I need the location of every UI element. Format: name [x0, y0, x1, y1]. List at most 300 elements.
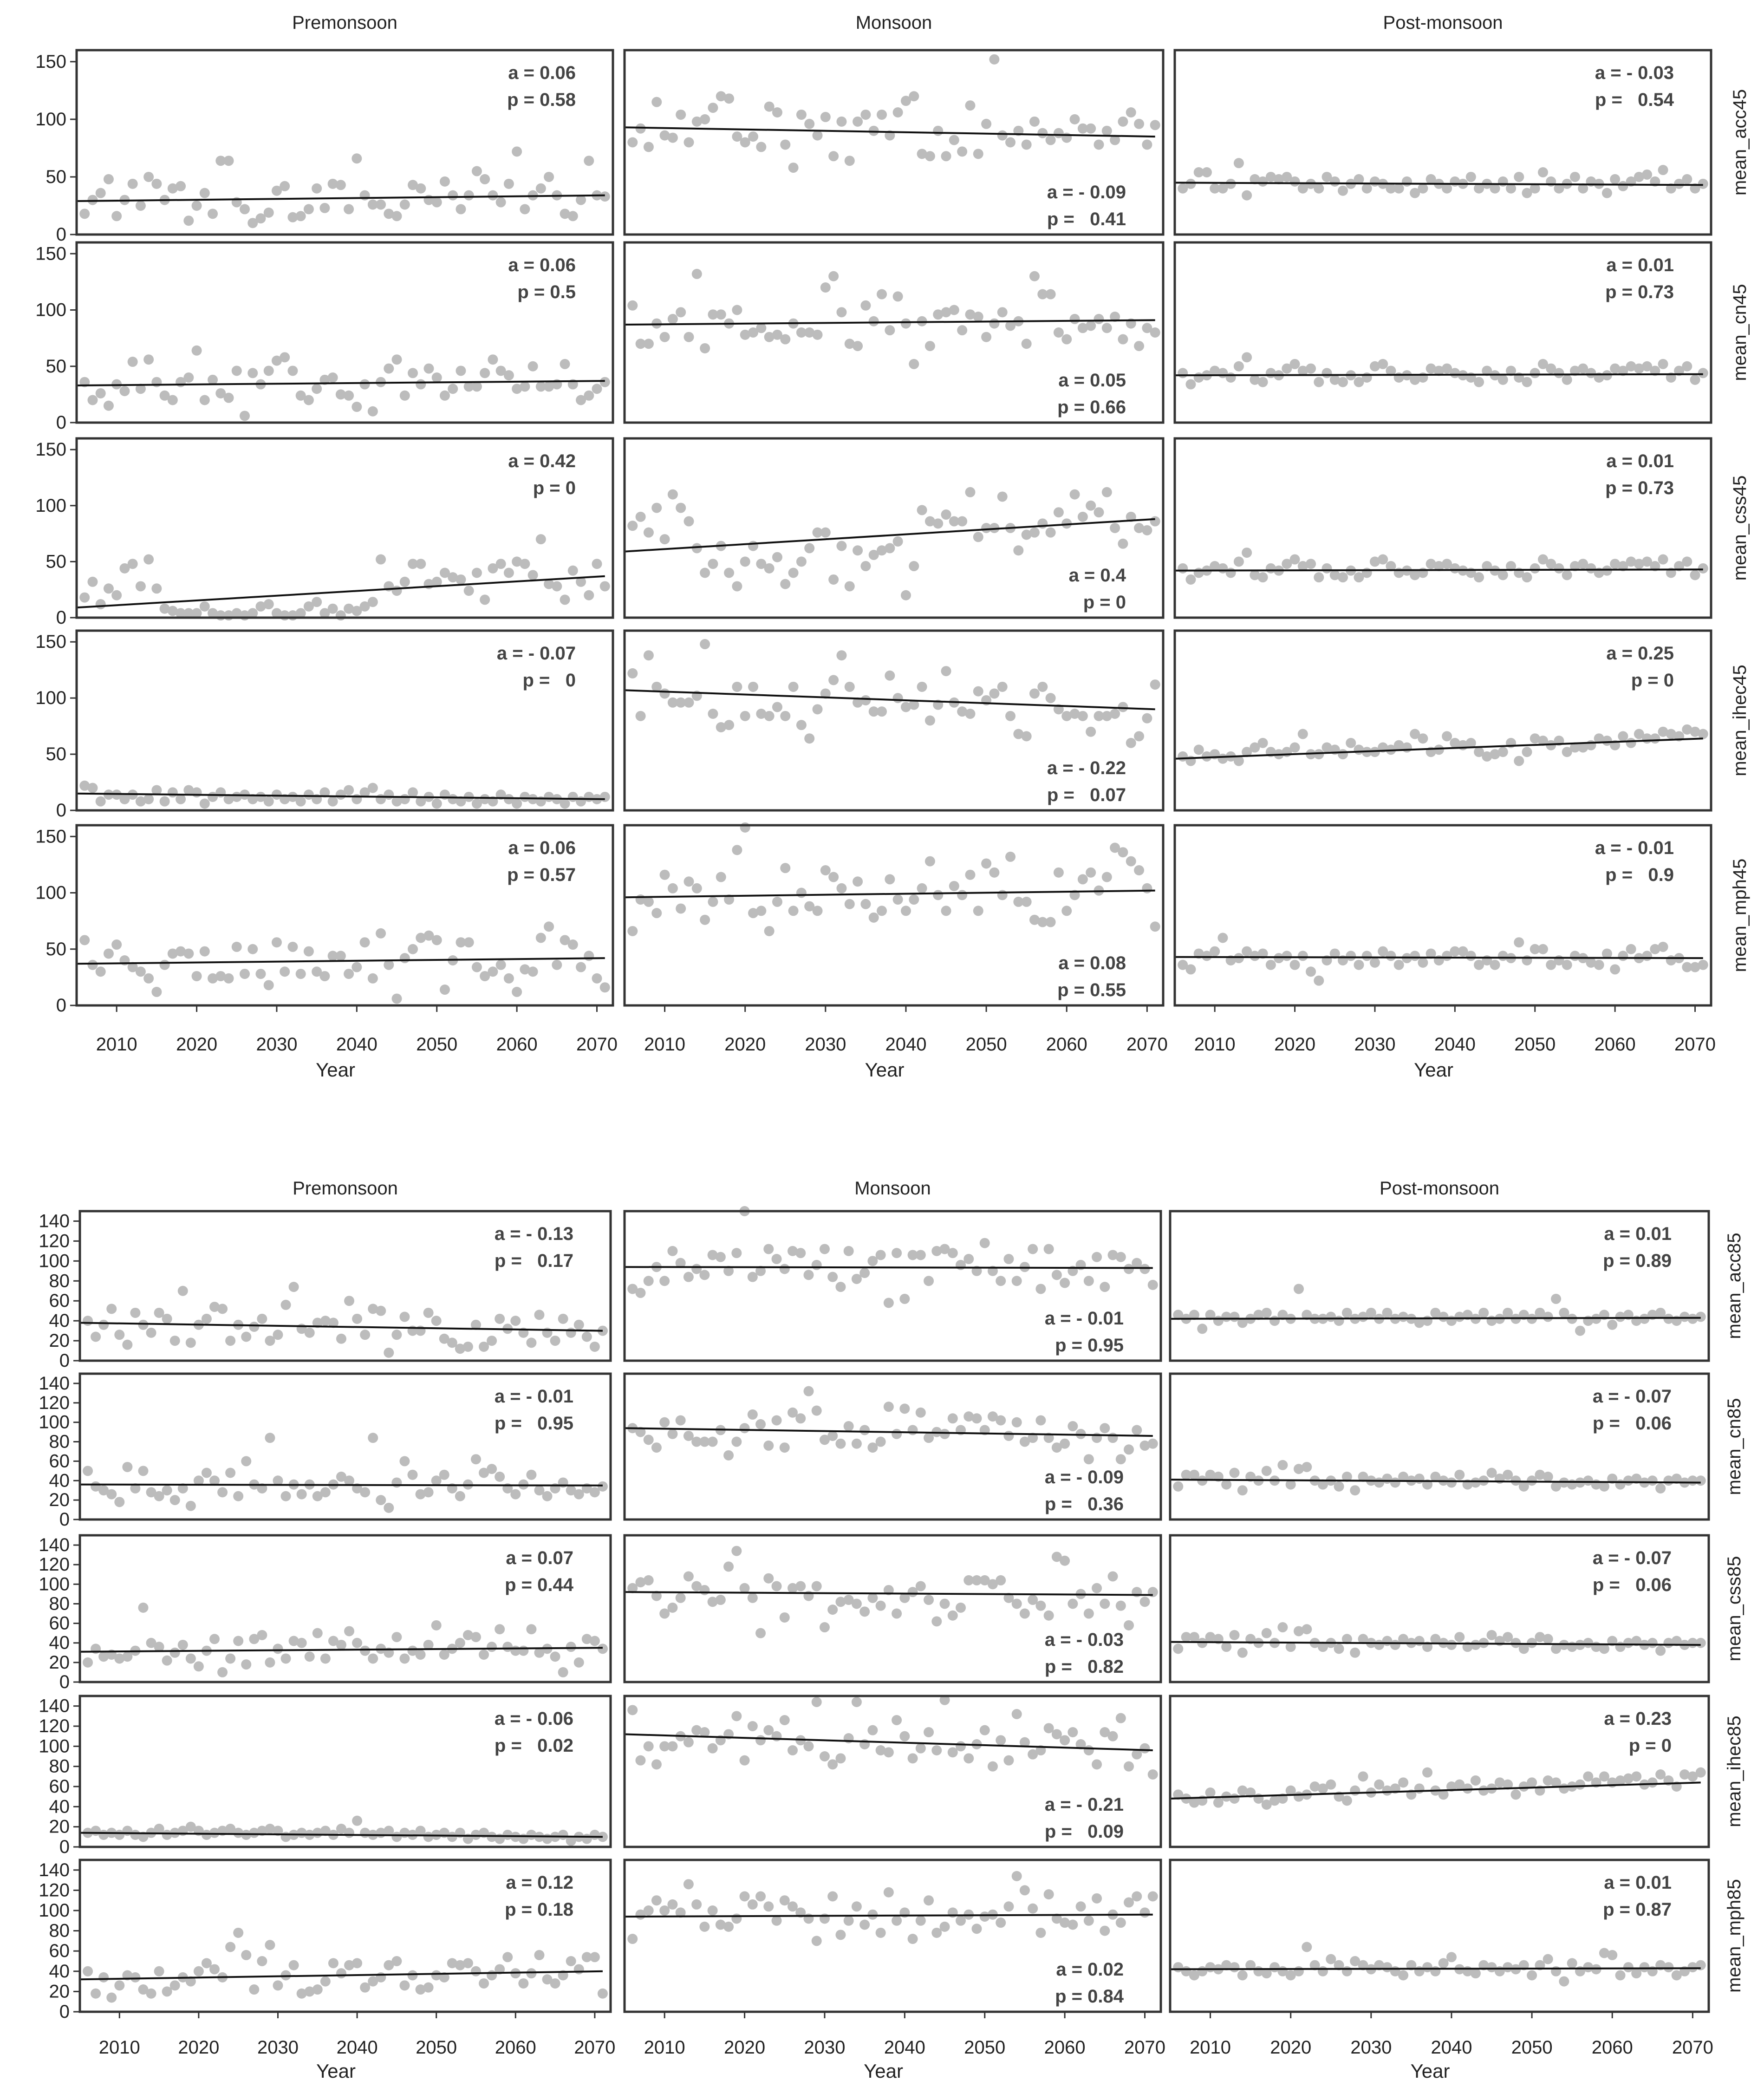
- data-point: [1282, 951, 1292, 961]
- data-point: [916, 1916, 926, 1926]
- data-point: [1194, 744, 1204, 755]
- data-point: [1362, 183, 1372, 194]
- data-point: [835, 1282, 846, 1292]
- data-point: [1094, 314, 1104, 324]
- data-point: [1118, 334, 1128, 345]
- y-tick-label: 140: [39, 1211, 70, 1232]
- p-value-annotation: p = 0.07: [1047, 785, 1126, 805]
- data-point: [1035, 1415, 1046, 1425]
- x-axis-title: Year: [864, 2060, 903, 2082]
- data-point: [1682, 556, 1692, 567]
- data-point: [941, 906, 951, 916]
- data-point: [344, 785, 354, 795]
- data-point: [225, 1653, 235, 1663]
- x-tick-label: 2050: [964, 2037, 1006, 2058]
- data-point: [1092, 1759, 1102, 1769]
- data-point: [360, 1330, 370, 1340]
- slope-annotation: a = 0.25: [1606, 643, 1674, 664]
- data-point: [780, 579, 790, 589]
- data-point: [827, 1891, 838, 1901]
- data-point: [472, 962, 482, 972]
- data-point: [1586, 740, 1596, 750]
- data-point: [265, 1657, 275, 1668]
- data-point: [820, 112, 831, 122]
- data-point: [550, 1978, 560, 1989]
- data-point: [1570, 172, 1580, 182]
- x-tick-label: 2010: [96, 1034, 137, 1055]
- slope-annotation: a = 0.06: [508, 838, 576, 858]
- data-point: [1298, 729, 1308, 739]
- data-point: [1116, 1601, 1126, 1611]
- data-point: [860, 300, 871, 311]
- data-point: [1527, 1970, 1537, 1981]
- data-point: [1658, 554, 1668, 565]
- row-label: mean_acc45: [1730, 89, 1750, 196]
- data-point: [1350, 1786, 1360, 1796]
- data-point: [780, 1264, 790, 1274]
- x-tick-label: 2050: [416, 2037, 457, 2058]
- panel-mean_ihec45-Monsoon: [625, 631, 1163, 810]
- data-point: [644, 1741, 654, 1751]
- data-point: [940, 1922, 950, 1932]
- data-point: [627, 1934, 638, 1944]
- data-point: [1003, 1755, 1014, 1766]
- data-point: [956, 1603, 966, 1613]
- data-point: [1607, 1950, 1617, 1960]
- panel-mean_mph85-Monsoon: [625, 1860, 1161, 2012]
- data-point: [320, 1487, 331, 1497]
- data-point: [748, 682, 758, 692]
- data-point: [1068, 1727, 1078, 1737]
- data-point: [1061, 906, 1072, 916]
- x-tick-label: 2040: [1434, 1034, 1476, 1055]
- p-value-annotation: p = 0.5: [517, 282, 576, 302]
- data-point: [780, 334, 790, 345]
- data-point: [963, 1254, 974, 1264]
- column-title: Monsoon: [855, 13, 932, 33]
- panel-mean_ihec85-Monsoon: [625, 1695, 1161, 1847]
- panel-mean_mph45-Post-monsoon: [1175, 825, 1711, 1005]
- p-value-annotation: p = 0.06: [1592, 1413, 1672, 1434]
- data-point: [1543, 1634, 1553, 1644]
- slope-annotation: a = - 0.13: [494, 1224, 573, 1244]
- data-point: [502, 1952, 513, 1962]
- data-point: [1037, 682, 1048, 692]
- data-point: [867, 1910, 878, 1920]
- data-point: [162, 1314, 172, 1324]
- data-point: [432, 798, 442, 809]
- row-label: mean_cn85: [1724, 1398, 1744, 1495]
- data-point: [788, 1745, 798, 1755]
- data-point: [1185, 574, 1196, 585]
- data-point: [432, 935, 442, 945]
- data-point: [844, 1916, 854, 1926]
- data-point: [659, 1417, 670, 1428]
- data-point: [627, 926, 638, 936]
- data-point: [1102, 323, 1112, 333]
- data-point: [724, 568, 734, 578]
- data-point: [1022, 897, 1032, 907]
- data-point: [1422, 1767, 1432, 1778]
- data-point: [304, 946, 314, 957]
- panel-mean_css45-Post-monsoon: [1175, 438, 1711, 618]
- figure-2: [39, 1178, 1744, 2082]
- data-point: [949, 135, 959, 145]
- panel-mean_mph45-Monsoon: [625, 822, 1163, 1005]
- data-point: [1346, 951, 1356, 961]
- data-point: [312, 183, 322, 194]
- data-point: [344, 969, 354, 979]
- trend-line: [1170, 1968, 1701, 1969]
- data-point: [304, 395, 314, 405]
- data-point: [104, 583, 114, 593]
- data-point: [584, 391, 594, 401]
- data-point: [280, 181, 290, 191]
- data-point: [996, 1735, 1006, 1745]
- data-point: [391, 1330, 402, 1340]
- data-point: [1334, 1316, 1344, 1326]
- data-point: [1054, 327, 1064, 338]
- data-point: [748, 541, 758, 551]
- data-point: [1134, 731, 1144, 741]
- data-point: [496, 559, 506, 569]
- x-tick-label: 2030: [257, 2037, 299, 2058]
- data-point: [98, 1972, 109, 1983]
- slope-annotation: a = - 0.01: [1044, 1308, 1124, 1329]
- data-point: [91, 1989, 101, 1999]
- data-point: [592, 973, 602, 984]
- data-point: [122, 1462, 132, 1472]
- data-point: [1029, 271, 1040, 281]
- data-point: [763, 1244, 774, 1254]
- data-point: [1005, 852, 1015, 862]
- data-point: [676, 503, 686, 513]
- data-point: [360, 379, 370, 390]
- data-point: [1134, 865, 1144, 875]
- data-point: [1350, 1648, 1360, 1658]
- data-point: [217, 1487, 228, 1497]
- data-point: [1530, 563, 1540, 574]
- data-point: [463, 1342, 473, 1352]
- data-point: [1012, 1276, 1022, 1286]
- data-point: [1108, 1571, 1118, 1581]
- data-point: [1607, 1320, 1617, 1330]
- data-point: [772, 107, 782, 117]
- y-tick-label: 40: [49, 1311, 70, 1331]
- data-point: [304, 204, 314, 214]
- data-point: [660, 870, 670, 880]
- data-point: [1110, 709, 1120, 719]
- data-point: [1314, 572, 1324, 582]
- data-point: [1610, 174, 1620, 184]
- data-point: [1118, 847, 1128, 857]
- data-point: [1029, 528, 1040, 538]
- y-tick-label: 150: [35, 826, 66, 847]
- data-point: [520, 204, 530, 214]
- slope-annotation: a = 0.01: [1604, 1872, 1672, 1893]
- data-point: [1060, 1278, 1070, 1288]
- data-point: [351, 962, 362, 972]
- data-point: [257, 1630, 267, 1640]
- data-point: [1522, 955, 1532, 965]
- data-point: [1474, 572, 1484, 582]
- data-point: [893, 291, 903, 301]
- data-point: [1510, 1789, 1521, 1800]
- data-point: [803, 1741, 814, 1751]
- slope-annotation: a = - 0.07: [496, 643, 576, 664]
- data-point: [651, 1442, 662, 1453]
- data-point: [432, 197, 442, 208]
- slope-annotation: a = 0.12: [506, 1872, 573, 1893]
- data-point: [114, 1330, 124, 1340]
- data-point: [472, 166, 482, 176]
- data-point: [989, 867, 999, 878]
- data-point: [1647, 1475, 1658, 1486]
- data-point: [763, 1441, 774, 1451]
- data-point: [908, 1753, 918, 1763]
- data-point: [820, 1244, 830, 1254]
- data-point: [1068, 1920, 1078, 1930]
- data-point: [700, 114, 710, 124]
- data-point: [1028, 1244, 1038, 1254]
- data-point: [448, 190, 458, 201]
- data-point: [208, 209, 218, 219]
- data-point: [1386, 951, 1396, 961]
- data-point: [1615, 1970, 1626, 1981]
- data-point: [660, 332, 670, 342]
- x-tick-label: 2020: [724, 2037, 766, 2058]
- data-point: [988, 1761, 998, 1772]
- y-tick-label: 20: [49, 1330, 70, 1351]
- data-point: [281, 1300, 291, 1310]
- data-point: [264, 796, 274, 807]
- data-point: [520, 381, 530, 391]
- data-point: [202, 1468, 212, 1478]
- data-point: [780, 1442, 790, 1453]
- data-point: [1044, 1611, 1054, 1621]
- data-point: [574, 1964, 584, 1974]
- data-point: [400, 199, 410, 209]
- data-point: [479, 1650, 489, 1660]
- x-tick-label: 2070: [1674, 1034, 1716, 1055]
- data-point: [479, 1978, 489, 1989]
- data-point: [813, 704, 823, 714]
- data-point: [803, 1270, 814, 1280]
- data-point: [676, 1593, 686, 1603]
- data-point: [1543, 1312, 1553, 1322]
- data-point: [876, 1928, 886, 1938]
- data-point: [1234, 756, 1244, 766]
- data-point: [973, 686, 983, 697]
- data-point: [106, 1992, 117, 2002]
- data-point: [600, 982, 610, 992]
- trend-line: [1175, 957, 1703, 958]
- data-point: [1439, 1958, 1449, 1968]
- data-point: [247, 368, 258, 378]
- data-point: [344, 1626, 354, 1636]
- data-point: [249, 1322, 259, 1332]
- data-point: [1035, 1928, 1046, 1938]
- data-point: [1414, 1783, 1425, 1794]
- p-value-annotation: p = 0.18: [505, 1899, 573, 1920]
- data-point: [892, 1429, 902, 1439]
- data-point: [536, 183, 546, 194]
- data-point: [1330, 176, 1340, 187]
- data-point: [1142, 139, 1152, 150]
- x-tick-label: 2050: [1514, 1034, 1556, 1055]
- data-point: [568, 939, 578, 950]
- data-point: [504, 973, 514, 984]
- data-point: [574, 1657, 584, 1668]
- data-point: [1442, 731, 1452, 741]
- data-point: [566, 1956, 576, 1966]
- data-point: [128, 179, 138, 189]
- data-point: [408, 368, 418, 378]
- data-point: [368, 406, 378, 417]
- data-point: [731, 1546, 742, 1556]
- data-point: [957, 325, 967, 335]
- data-point: [1442, 183, 1452, 194]
- p-value-annotation: p = 0: [1631, 670, 1674, 691]
- data-point: [644, 1905, 654, 1916]
- data-point: [200, 798, 210, 809]
- data-point: [590, 1636, 600, 1646]
- data-point: [1663, 1962, 1673, 1972]
- data-point: [552, 581, 562, 591]
- data-point: [916, 1743, 926, 1754]
- data-point: [352, 1958, 362, 1968]
- data-point: [376, 199, 386, 209]
- data-point: [899, 1731, 910, 1741]
- data-point: [940, 1598, 950, 1609]
- x-tick-label: 2040: [885, 1034, 927, 1055]
- data-point: [748, 1899, 758, 1910]
- data-point: [893, 894, 903, 905]
- data-point: [1046, 135, 1056, 145]
- data-point: [1655, 1646, 1666, 1656]
- data-point: [368, 597, 378, 607]
- data-point: [1690, 375, 1700, 385]
- data-point: [788, 906, 799, 916]
- data-point: [336, 180, 346, 190]
- data-point: [1698, 729, 1708, 739]
- data-point: [683, 1737, 694, 1748]
- data-point: [1342, 1966, 1352, 1976]
- panel-mean_acc45-Post-monsoon: [1175, 50, 1711, 235]
- data-point: [79, 209, 90, 219]
- data-point: [876, 1601, 886, 1611]
- data-point: [659, 1276, 670, 1286]
- data-point: [1084, 1745, 1094, 1755]
- data-point: [764, 563, 775, 574]
- data-point: [600, 377, 610, 387]
- data-point: [908, 1934, 918, 1944]
- data-point: [708, 1743, 718, 1754]
- data-point: [1422, 1316, 1432, 1326]
- y-tick-label: 0: [59, 1509, 70, 1530]
- panel-frame: [625, 50, 1163, 235]
- data-point: [812, 1697, 822, 1707]
- data-point: [114, 1497, 124, 1507]
- data-point: [560, 798, 570, 809]
- data-point: [472, 381, 482, 391]
- y-tick-label: 60: [49, 1941, 70, 1962]
- data-point: [1132, 1891, 1142, 1901]
- data-point: [1658, 359, 1668, 369]
- data-point: [336, 1640, 346, 1650]
- data-point: [336, 610, 346, 620]
- data-point: [1514, 756, 1524, 766]
- data-point: [264, 980, 274, 990]
- data-point: [813, 330, 823, 340]
- data-point: [273, 1330, 283, 1340]
- data-point: [684, 332, 694, 342]
- data-point: [1044, 1889, 1054, 1899]
- data-point: [1623, 1962, 1634, 1972]
- column-title: Post-monsoon: [1383, 13, 1503, 33]
- data-point: [772, 897, 782, 907]
- data-point: [859, 1268, 870, 1278]
- data-point: [804, 119, 814, 129]
- data-point: [1402, 743, 1412, 753]
- data-point: [1567, 1958, 1577, 1968]
- data-point: [96, 966, 106, 977]
- data-point: [96, 188, 106, 198]
- p-value-annotation: p = 0.73: [1605, 478, 1674, 498]
- data-point: [812, 1936, 822, 1946]
- data-point: [1150, 327, 1160, 338]
- data-point: [996, 1276, 1006, 1286]
- data-point: [392, 211, 402, 221]
- data-point: [463, 1958, 473, 1968]
- y-tick-label: 0: [56, 412, 66, 433]
- data-point: [933, 126, 943, 136]
- data-point: [909, 359, 919, 369]
- p-value-annotation: p = 0.73: [1605, 282, 1674, 302]
- data-point: [708, 103, 718, 113]
- slope-annotation: a = - 0.09: [1047, 182, 1126, 202]
- data-point: [1682, 361, 1692, 372]
- slope-annotation: a = - 0.01: [1595, 838, 1674, 858]
- y-tick-label: 120: [39, 1392, 70, 1413]
- data-point: [772, 552, 782, 562]
- x-tick-label: 2060: [1594, 1034, 1636, 1055]
- data-point: [835, 1439, 846, 1449]
- data-point: [111, 211, 122, 221]
- data-point: [1298, 951, 1308, 961]
- data-point: [114, 1980, 124, 1990]
- y-tick-label: 50: [46, 744, 66, 765]
- data-point: [1698, 563, 1708, 574]
- data-point: [949, 305, 959, 315]
- data-point: [1035, 1284, 1046, 1294]
- data-point: [803, 1386, 814, 1396]
- data-point: [627, 521, 638, 531]
- data-point: [1650, 733, 1660, 743]
- data-point: [957, 146, 967, 157]
- data-point: [651, 503, 662, 513]
- data-point: [528, 361, 538, 372]
- data-point: [544, 921, 554, 932]
- y-tick-label: 120: [39, 1716, 70, 1736]
- x-tick-label: 2040: [336, 2037, 378, 2058]
- data-point: [408, 787, 418, 797]
- x-tick-label: 2060: [495, 2037, 536, 2058]
- data-point: [828, 675, 839, 685]
- data-point: [1108, 1433, 1118, 1443]
- data-point: [392, 586, 402, 596]
- data-point: [772, 1415, 782, 1425]
